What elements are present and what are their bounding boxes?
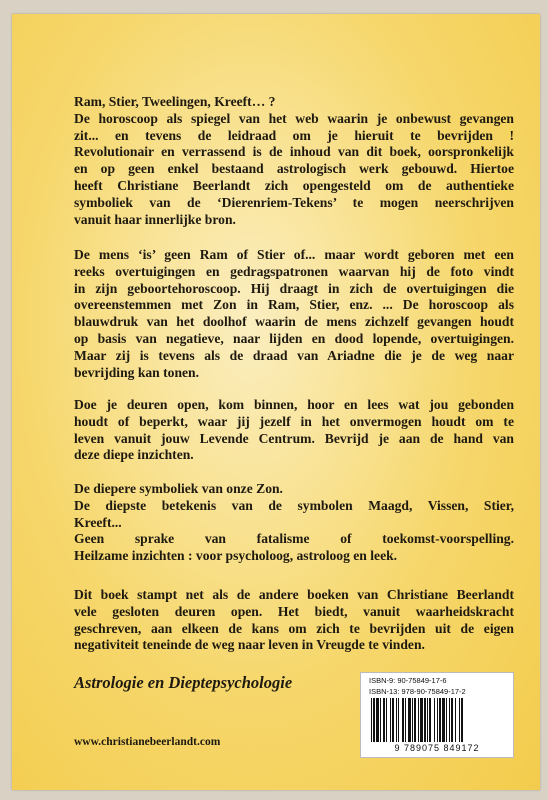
barcode-bar xyxy=(414,698,416,742)
tagline: Astrologie en Dieptepsychologie xyxy=(74,673,293,692)
website-url: www.christianebeerlandt.com xyxy=(74,736,221,748)
isbn-10-label: ISBN-9: 90-75849-17-6 xyxy=(369,676,447,685)
barcode-bar xyxy=(383,698,385,742)
isbn-13-label: ISBN-13: 978-90-75849-17-2 xyxy=(369,687,466,696)
barcode-bar xyxy=(408,698,411,742)
barcode-bar xyxy=(439,698,441,742)
barcode-bar xyxy=(420,698,423,742)
blurb-line: negativiteit teneinde de weg naar leven in Vreugde te vinden. xyxy=(74,637,425,653)
blurb-line: Revolutionair en verrassend is de inhoud van dit boek, oorspronkelijk xyxy=(74,144,514,160)
barcode-bar xyxy=(371,698,372,742)
blurb-line: heeft Christiane Beerlandt zich opengesteld om de authentieke xyxy=(74,177,514,193)
blurb-line: Geen sprake van fatalisme of toekomst-voorspelling. xyxy=(74,531,514,547)
barcode-bar xyxy=(373,698,375,742)
barcode-bar xyxy=(429,698,431,742)
blurb-paragraph xyxy=(74,481,514,565)
barcode-bar xyxy=(412,698,413,742)
blurb-paragraph xyxy=(74,397,514,464)
blurb-line: De diepste betekenis van de symbolen Maagd, Vissen, Stier, xyxy=(74,497,514,513)
book-back-cover xyxy=(12,14,540,790)
blurb-paragraph xyxy=(74,94,514,228)
blurb-line: in zijn geboortehoroscoop. Hij draagt in zich de overtuigingen die xyxy=(74,280,514,296)
barcode-bar xyxy=(459,698,460,742)
blurb-line: Heilzame inzichten : voor psycholoog, astroloog en leek. xyxy=(74,548,398,564)
blurb-line: bevrijding kan tonen. xyxy=(74,364,200,380)
blurb-line: Dit boek stampt net als de andere boeken van Christiane Beerlandt xyxy=(74,587,514,602)
barcode-bar xyxy=(376,698,379,742)
blurb-line: De diepere symboliek van onze Zon. xyxy=(74,481,283,496)
barcode-graphic xyxy=(369,698,505,744)
blurb-line: Doe je deuren open, kom binnen, hoor en lees wat jou gebonden xyxy=(74,397,514,412)
barcode-bar xyxy=(437,698,438,742)
barcode-bar xyxy=(424,698,426,742)
barcode-bar xyxy=(427,698,428,742)
barcode-bar xyxy=(386,698,387,742)
blurb-line: geschreven, aan elkeen de kans om zich te bevrijden uit de eigen xyxy=(74,620,514,636)
blurb-line: Maar zij is tevens als de draad van Ariadne die je de weg naar xyxy=(74,347,514,363)
barcode-bar xyxy=(418,698,419,742)
blurb-line: op basis van negatieve, naar lijden en dood lopende, overtuigingen. xyxy=(74,330,514,346)
blurb-line: reeks overtuigingen en gedragspatronen waarvan hij de foto vindt xyxy=(74,263,514,279)
barcode-bar xyxy=(405,698,406,742)
isbn-barcode-box xyxy=(360,672,514,758)
barcode-bar xyxy=(392,698,394,742)
barcode-number: 9 789075 849172 xyxy=(394,743,480,753)
barcode-bar xyxy=(380,698,381,742)
blurb-paragraph xyxy=(74,247,514,381)
blurb-line: symboliek van de ‘Dierenriem-Tekens’ te mogen neerschrijven xyxy=(74,194,514,210)
barcode-bar xyxy=(455,698,456,742)
blurb-line: De horoscoop als spiegel van het web waarin je onbewust gevangen xyxy=(74,110,514,126)
blurb-line: Kreeft... xyxy=(74,514,122,530)
blurb-paragraph xyxy=(74,587,514,654)
blurb-line: leven vanuit jouw Levende Centrum. Bevrijd je aan de hand van xyxy=(74,430,514,446)
barcode-bar xyxy=(446,698,447,742)
blurb-line: vele gesloten deuren open. Het biedt, vanuit waarheidskracht xyxy=(74,603,514,619)
blurb-line: en op geen enkel bestaand astrologisch werk gebouwd. Hiertoe xyxy=(74,161,514,177)
barcode-bar xyxy=(402,698,404,742)
blurb-line: deze diepe inzichten. xyxy=(74,447,194,463)
blurb-line: Ram, Stier, Tweelingen, Kreeft… ? xyxy=(74,94,276,109)
blurb-line: blauwdruk van het doolhof waarin de mens zichzelf gevangen houdt xyxy=(74,314,514,330)
barcode-bar xyxy=(398,698,399,742)
barcode-bar xyxy=(396,698,397,742)
blurb-line: zit... en tevens de leidraad om je hieruit te bevrijden ! xyxy=(74,127,514,143)
blurb-line: overeenstemmen met Zon in Ram, Stier, enz. ... De horoscoop als xyxy=(74,297,514,313)
barcode-bar xyxy=(449,698,450,742)
barcode-bar xyxy=(434,698,435,742)
blurb-line: houdt of beperkt, waar jij jezelf in het onvermogen houdt om te xyxy=(74,413,514,429)
blurb-line: De mens ‘is’ geen Ram of Stier of... maar wordt geboren met een xyxy=(74,247,514,262)
barcode-bar xyxy=(461,698,463,742)
barcode-bar xyxy=(451,698,453,742)
barcode-bar xyxy=(390,698,391,742)
blurb-line: vanuit haar innerlijke bron. xyxy=(74,211,236,227)
barcode-bar xyxy=(442,698,445,742)
